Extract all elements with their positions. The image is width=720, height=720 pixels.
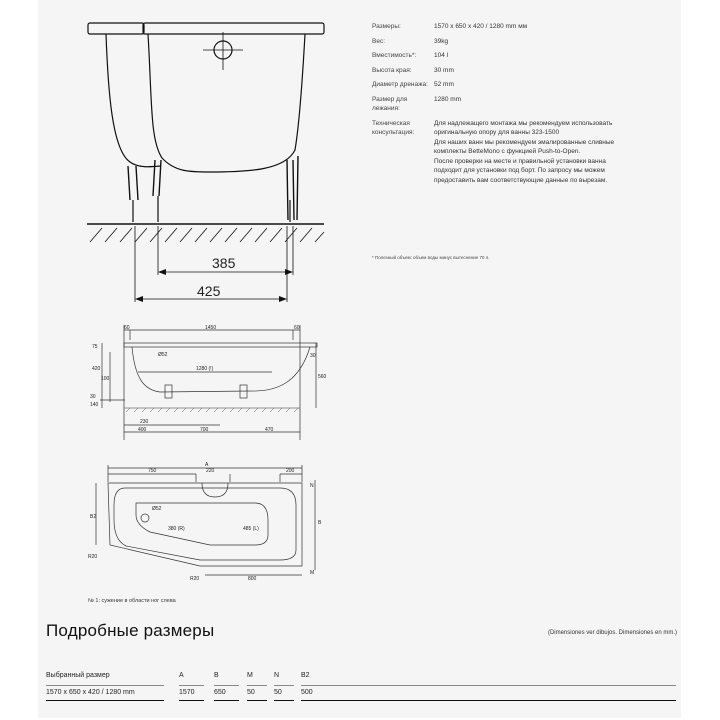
dim-420: 420	[92, 366, 101, 372]
spec-label: Техническая консультация:	[372, 119, 415, 136]
spec-row-technical-advice	[372, 119, 622, 186]
column-header: N	[274, 672, 294, 686]
plan-view-drawing	[80, 455, 330, 595]
spec-row-drain-diameter	[372, 80, 622, 90]
spec-value	[434, 119, 622, 186]
spec-row-rim-height	[372, 66, 622, 76]
column-header: B2	[301, 672, 676, 686]
spec-value: 1280 mm	[434, 95, 462, 103]
spec-label: Размер для лежания:	[372, 95, 408, 112]
dim-30-right: 30	[310, 353, 316, 359]
spec-label: Диаметр дренажа:	[372, 81, 428, 88]
spec-label: Вес:	[372, 37, 386, 45]
section-title: Подробные размеры	[46, 621, 215, 640]
dim-560: 560	[318, 374, 327, 380]
plan-drain-label: Ø52	[152, 506, 162, 512]
spec-value: 1570 x 650 x 420 / 1280 mm мм	[434, 23, 528, 30]
side-view-drawing	[80, 320, 330, 440]
dim-230: 230	[140, 419, 149, 425]
spec-row-capacity	[372, 51, 622, 61]
spec-value: 104 l	[434, 52, 449, 59]
column-header: B	[214, 672, 239, 686]
column-header: A	[179, 672, 204, 686]
dim-140: 140	[90, 402, 99, 408]
dim-485: 485 (L)	[243, 526, 259, 532]
col-B2	[301, 672, 676, 701]
spec-value: 30 mm	[434, 66, 454, 74]
advice-paragraph: Для надлежащего монтажа мы рекомендуем использовать оригинальную опору для ванны 323-1500	[434, 119, 613, 136]
radius-left: R20	[88, 554, 98, 560]
table-cell: 1570 x 650 x 420 / 1280 mm	[46, 686, 164, 701]
table-cell: 50	[247, 686, 267, 701]
dim-60-left: 60	[124, 325, 130, 331]
col-N	[274, 672, 294, 701]
capacity-footnote: * Полезный объем: объем воды минус вытеснение 70 л.	[372, 255, 490, 260]
spec-value: 52 mm	[434, 81, 454, 88]
table-cell: 1570	[179, 686, 204, 701]
dim-B: B	[318, 520, 322, 526]
dim-470: 470	[265, 427, 274, 433]
table-cell: 650	[214, 686, 239, 701]
advice-paragraph: Для наших ванн мы рекомендуем эмалированные сливные комплекты BetteMono с функцией Push-to-Open.	[434, 138, 615, 155]
dim-1450: 1450	[205, 325, 217, 331]
column-header: M	[247, 672, 267, 686]
dim-75: 75	[92, 344, 98, 350]
spec-label: Размеры:	[372, 23, 401, 30]
lying-length-label: 1280 (!)	[196, 366, 214, 372]
dim-60-right: 60	[294, 325, 300, 331]
dim-B2: B2	[90, 514, 97, 520]
front-view-drawing	[80, 15, 330, 315]
col-A	[179, 672, 204, 701]
dim-N: N	[310, 483, 314, 489]
dim-700: 700	[200, 427, 209, 433]
dim-385: 385	[212, 255, 236, 271]
col-selected-size	[46, 672, 164, 701]
spec-row-weight	[372, 37, 622, 47]
radius-bottom: R20	[190, 576, 200, 582]
dim-380: 380 (R)	[168, 526, 185, 532]
dim-220: 220	[206, 468, 215, 474]
spec-label: Вместимость*:	[372, 52, 417, 59]
dim-100: 100	[101, 376, 110, 382]
spec-value: 39kg	[434, 37, 449, 45]
dim-425: 425	[197, 283, 221, 299]
col-B	[214, 672, 239, 701]
spec-row-dimensions	[372, 22, 622, 32]
specifications	[372, 22, 622, 190]
dimensions-note: (Dimensiones ver dibujos. Dimensiones en mm.)	[547, 630, 677, 636]
dim-750: 750	[148, 468, 157, 474]
advice-paragraph: После проверки на месте и правильной установки ванна подходит для установки под борт. По запросу мы можем предоставить вам соответствующие данные по вырезам.	[434, 157, 608, 184]
spec-label: Высота края:	[372, 66, 412, 74]
column-header: Выбранный размер	[46, 672, 164, 686]
dim-30: 30	[90, 394, 96, 400]
spec-row-lying-size	[372, 95, 622, 114]
dim-A: A	[205, 462, 209, 468]
table-cell: 500	[301, 686, 676, 701]
dim-400: 400	[138, 427, 147, 433]
table-cell: 50	[274, 686, 294, 701]
foot-narrowing-note: № 1: сужение в области ног слева	[88, 598, 176, 604]
dim-200: 200	[286, 468, 295, 474]
drain-diameter-label: Ø52	[158, 352, 168, 358]
dim-800: 800	[248, 576, 257, 582]
dim-M: M	[310, 570, 315, 576]
col-M	[247, 672, 267, 701]
